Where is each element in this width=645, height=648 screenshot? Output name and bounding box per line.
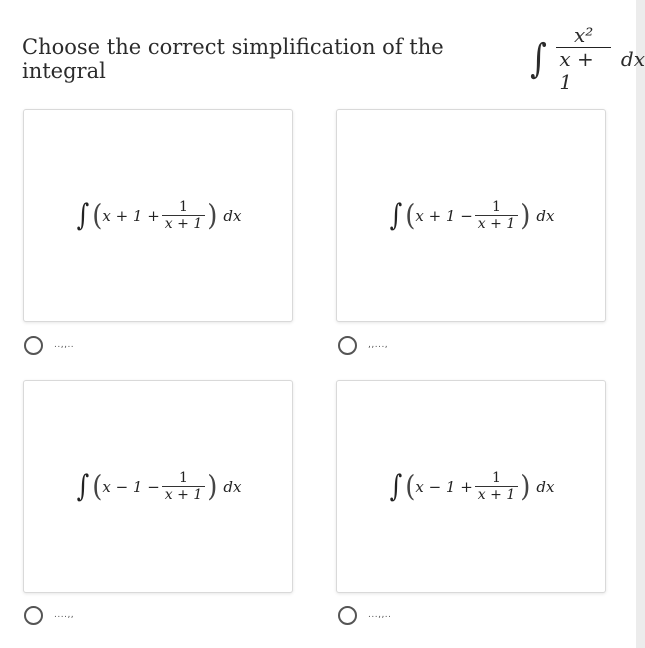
open-paren: ( xyxy=(92,470,103,503)
option-expression-2 xyxy=(388,199,555,232)
differential: dx xyxy=(620,47,645,71)
fraction-denominator: x + 1 xyxy=(475,215,518,232)
option-expression-3 xyxy=(75,470,242,503)
option-radio-label-2: ,,..., xyxy=(368,340,389,350)
fraction-numerator: 1 xyxy=(179,469,188,486)
fraction-denominator: x + 1 xyxy=(475,486,518,503)
integral-symbol: ∫ xyxy=(76,468,89,504)
option-radio-2[interactable] xyxy=(338,336,357,355)
option-fraction xyxy=(162,470,205,503)
option-radio-1[interactable] xyxy=(24,336,43,355)
differential: dx xyxy=(536,206,555,225)
close-paren: ) xyxy=(207,199,218,232)
option-card-1[interactable] xyxy=(23,109,293,322)
option-radio-label-3: ....,, xyxy=(54,610,75,620)
close-paren: ) xyxy=(207,470,218,503)
close-paren: ) xyxy=(520,199,531,232)
integral-symbol: ∫ xyxy=(76,197,89,233)
option-card-2[interactable] xyxy=(336,109,606,322)
option-card-4[interactable] xyxy=(336,380,606,593)
option-card-3[interactable] xyxy=(23,380,293,593)
open-paren: ( xyxy=(405,199,416,232)
option-expression-1 xyxy=(75,199,242,232)
option-leading-term: x + 1 + xyxy=(102,206,160,225)
fraction-denominator: x + 1 xyxy=(162,215,205,232)
fraction-numerator: x² xyxy=(573,23,594,47)
option-radio-label-1: ..,,.. xyxy=(54,340,75,350)
option-radio-3[interactable] xyxy=(24,606,43,625)
close-paren: ) xyxy=(520,470,531,503)
question-prompt: Choose the correct simplification of the integral xyxy=(22,35,444,83)
option-radio-4[interactable] xyxy=(338,606,357,625)
question-fraction xyxy=(556,24,611,94)
open-paren: ( xyxy=(92,199,103,232)
option-expression-4 xyxy=(388,470,555,503)
question-integral xyxy=(528,24,645,94)
differential: dx xyxy=(536,477,555,496)
open-paren: ( xyxy=(405,470,416,503)
integral-symbol: ∫ xyxy=(389,197,402,233)
fraction-numerator: 1 xyxy=(179,198,188,215)
question-text xyxy=(22,23,645,94)
fraction-denominator: x + 1 xyxy=(556,47,611,94)
option-radio-label-4: ...,,.. xyxy=(368,610,392,620)
option-leading-term: x − 1 − xyxy=(102,477,160,496)
option-fraction xyxy=(475,199,518,232)
differential: dx xyxy=(223,206,242,225)
scrollbar-track[interactable] xyxy=(636,0,645,648)
integral-symbol: ∫ xyxy=(389,468,402,504)
integral-symbol: ∫ xyxy=(529,36,547,82)
fraction-denominator: x + 1 xyxy=(162,486,205,503)
differential: dx xyxy=(223,477,242,496)
fraction-numerator: 1 xyxy=(492,198,501,215)
option-fraction xyxy=(475,470,518,503)
option-leading-term: x + 1 − xyxy=(415,206,473,225)
option-fraction xyxy=(162,199,205,232)
fraction-numerator: 1 xyxy=(492,469,501,486)
option-leading-term: x − 1 + xyxy=(415,477,473,496)
